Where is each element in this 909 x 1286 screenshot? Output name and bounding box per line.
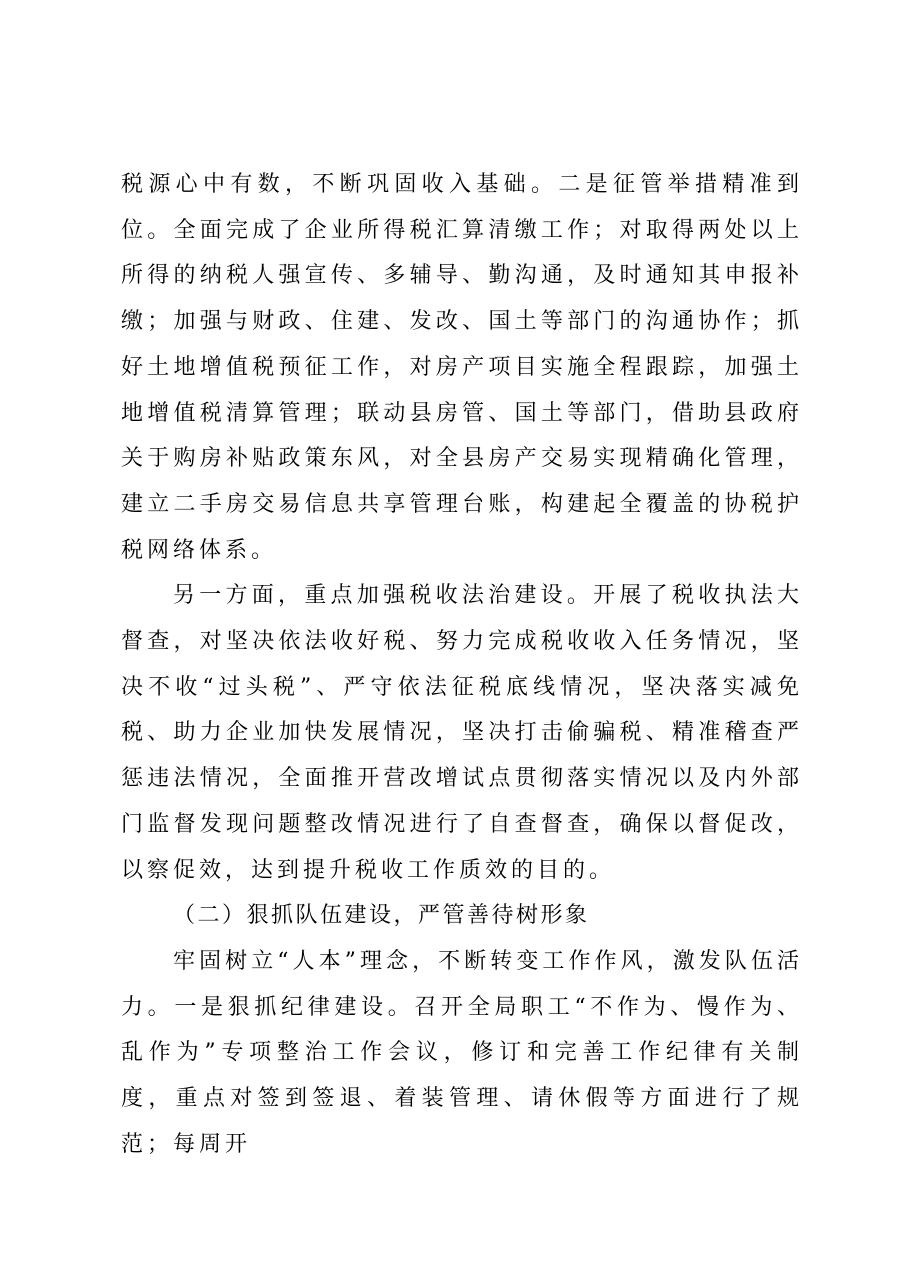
paragraph-continuation: 税源心中有数，不断巩固收入基础。二是征管举措精准到位。全面完成了企业所得税汇算清缴工作；对取得两处以上所得的纳税人强宣传、多辅导、勤沟通，及时通知其申报补缴；加强与财政、住建、发改、国土等部门的沟通协作；抓好土地增值税预征工作，对房产项目实施全程跟踪，加强土地增值税清算管理；联动县房管、国土等部门，借助县政府关于购房补贴政策东风，对全县房产交易实现精确化管理，建立二手房交易信息共享管理台账，构建起全覆盖的协税护税网络体系。 <box>121 172 803 563</box>
paragraph-tax-law-enforcement: 另一方面，重点加强税收法治建设。开展了税收执法大督查，对坚决依法收好税、努力完成税收收入任务情况，坚决不收“过头税”、严守依法征税底线情况，坚决落实减免税、助力企业加快发展情况，坚决打击偷骗税、精准稽查严惩违法情况，全面推开营改增试点贯彻落实情况以及内外部门监督发现问题整改情况进行了自查督查，确保以督促改，以察促效，达到提升税收工作质效的目的。 <box>121 583 803 883</box>
paragraph-team-discipline: 牢固树立“人本”理念，不断转变工作作风，激发队伍活力。一是狠抓纪律建设。召开全局职工“不作为、慢作为、乱作为”专项整治工作会议，修订和完善工作纪律有关制度，重点对签到签退、着装管理、请休假等方面进行了规范；每周开 <box>121 948 803 1157</box>
document-body <box>121 162 803 1167</box>
section-heading-team-building: （二）狠抓队伍建设，严管善待树形象 <box>173 903 590 929</box>
